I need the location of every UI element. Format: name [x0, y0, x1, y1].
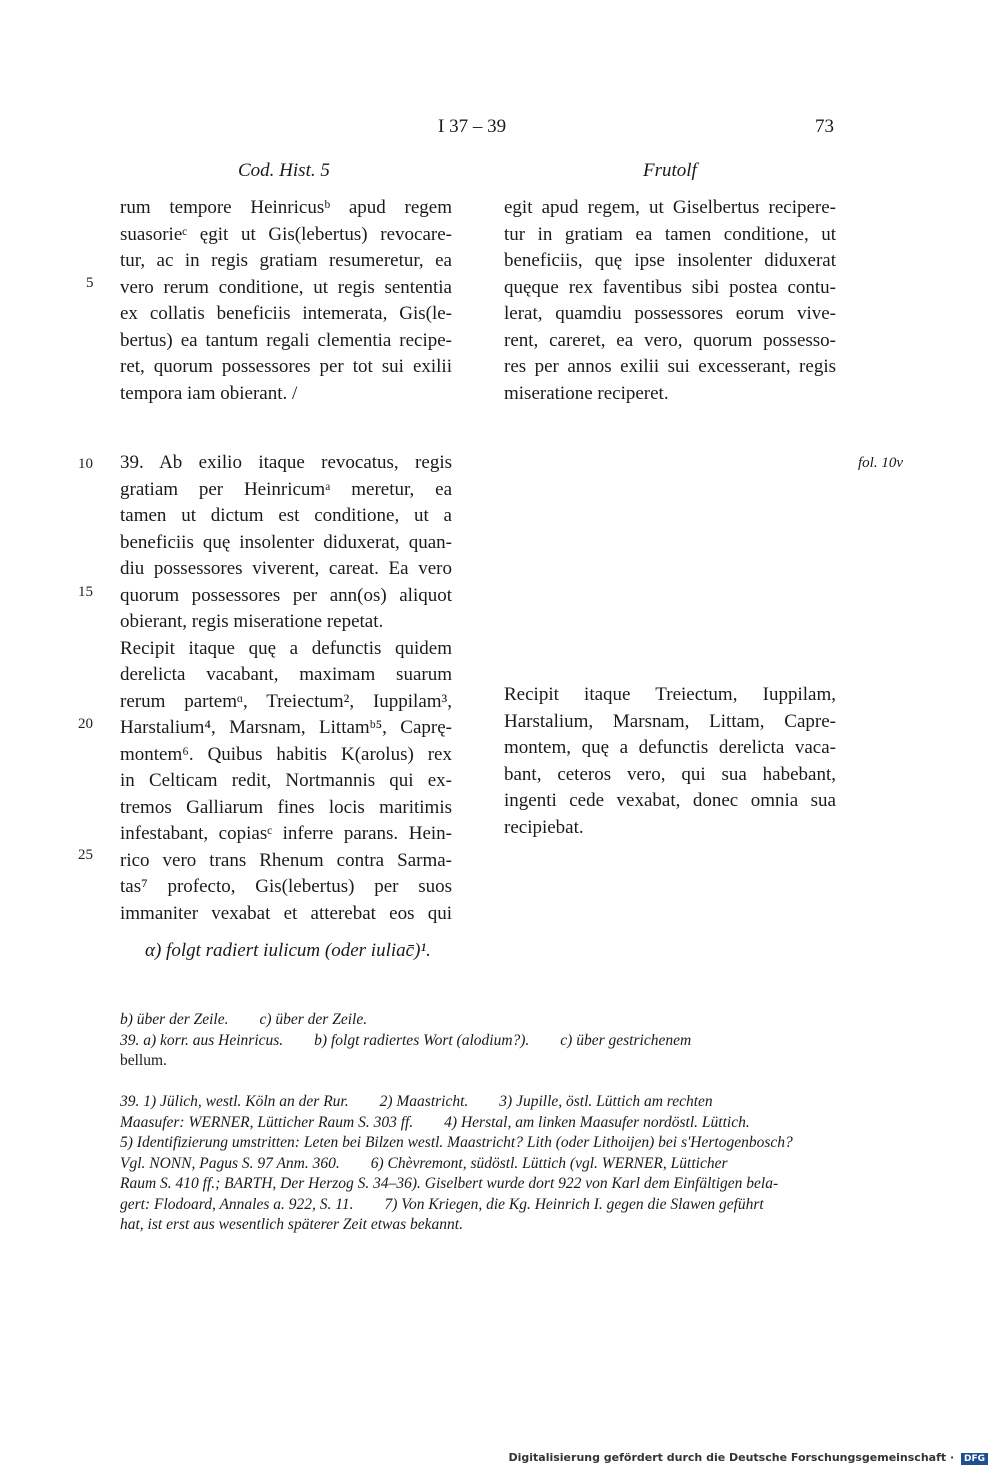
- text-line: gratiam per Heinricumᵃ meretur, ea: [120, 478, 452, 500]
- text-line: montem⁶. Quibus habitis K(arolus) rex: [120, 743, 452, 765]
- footer-text: Digitalisierung gefördert durch die Deutsche Forschungsgemeinschaft ·: [508, 1451, 955, 1464]
- apparatus-line: bellum.: [120, 1052, 167, 1069]
- dfg-logo: DFG: [961, 1453, 988, 1465]
- apparatus-line: b) über der Zeile. c) über der Zeile.: [120, 1011, 368, 1028]
- text-line: ret, quorum possessores per tot sui exilii: [120, 356, 452, 377]
- text-line: rico vero trans Rhenum contra Sarma-: [120, 849, 452, 871]
- text-line: ex collatis beneficiis intemerata, Gis(le-: [120, 303, 452, 324]
- commentary-line: Raum S. 410 ff.; BARTH, Der Herzog S. 34–36). Giselbert wurde dort 922 von Karl dem Einfältigen bela-: [120, 1175, 779, 1192]
- margin-folio-note: fol. 10v: [858, 455, 903, 471]
- text-line: res per annos exilii sui excesserant, regis: [504, 356, 836, 377]
- text-line: tur in gratiam ea tamen conditione, ut: [504, 223, 836, 245]
- text-line: bertus) ea tantum regali clementia recipe-: [120, 329, 452, 351]
- commentary-line: gert: Flodoard, Annales a. 922, S. 11. 7) Von Kriegen, die Kg. Heinrich I. gegen die Slawen geführt: [120, 1195, 764, 1213]
- right-column-chapter-39: [504, 682, 836, 841]
- text-line: rum tempore Heinricusᵇ apud regem: [120, 197, 452, 218]
- text-line: ingenti cede vexabat, donec omnia sua: [504, 790, 836, 811]
- text-line: tempora iam obierant. /: [120, 382, 298, 404]
- text-line: recipiebat.: [504, 816, 584, 838]
- text-line: montem, quę a defunctis derelicta vaca-: [504, 737, 836, 758]
- right-column-heading: Frutolf: [643, 160, 697, 181]
- text-line: rerum partemᵅ, Treiectum², Iuppilam³,: [120, 690, 452, 712]
- commentary-line: 39. 1) Jülich, westl. Köln an der Rur. 2) Maastricht. 3) Jupille, östl. Lüttich am rechten: [120, 1093, 713, 1110]
- text-line: in Celticam redit, Nortmannis qui ex-: [120, 770, 452, 791]
- text-line: diu possessores viverent, careat. Ea vero: [120, 558, 452, 579]
- commentary-footnotes: [120, 1092, 840, 1236]
- text-line: Recipit itaque quę a defunctis quidem: [120, 637, 452, 659]
- page-number: 73: [815, 116, 834, 137]
- section-header: I 37 – 39: [438, 116, 507, 137]
- text-line: quęque rex faventibus sibi postea contu-: [504, 276, 836, 298]
- text-line: lerat, quamdiu possessores eorum vive-: [504, 303, 836, 324]
- text-line: obierant, regis miseratione repetat.: [120, 611, 384, 632]
- right-column-top-text: [504, 195, 836, 407]
- text-line: quorum possessores per ann(os) aliquot: [120, 584, 452, 606]
- commentary-line: Maasufer: WERNER, Lütticher Raum S. 303 ff. 4) Herstal, am linken Maasufer nordöstl. Lüttich.: [120, 1113, 750, 1131]
- text-line: tremos Galliarum fines locis maritimis: [120, 796, 452, 818]
- text-line: Harstalium, Marsnam, Littam, Capre-: [504, 710, 836, 732]
- text-line: tamen ut dictum est conditione, ut a: [120, 505, 452, 526]
- commentary-line: hat, ist erst aus wesentlich späterer Zeit etwas bekannt.: [120, 1216, 463, 1233]
- line-number: 20: [78, 716, 93, 732]
- line-number: 5: [86, 275, 94, 291]
- line-number: 15: [78, 584, 93, 600]
- text-line: immaniter vexabat et atterebat eos qui: [120, 902, 452, 924]
- alpha-variant-note: α) folgt radiert iulicum (oder iuliac̄)¹.: [145, 940, 431, 961]
- text-line: bant, ceteros vero, qui sua habebant,: [504, 763, 836, 785]
- apparatus-line: 39. a) korr. aus Heinricus. b) folgt radiertes Wort (alodium?). c) über gestrichenem: [120, 1031, 692, 1049]
- text-line: 39. Ab exilio itaque revocatus, regis: [120, 452, 452, 473]
- text-line: beneficiis quę insolenter diduxerat, quan-: [120, 531, 452, 553]
- text-line: infestabant, copiasᶜ inferre parans. Hein-: [120, 823, 452, 844]
- left-column-chapter-39: [120, 450, 452, 927]
- line-number: 10: [78, 456, 93, 472]
- text-line: miseratione reciperet.: [504, 382, 669, 404]
- critical-apparatus: [120, 1010, 840, 1072]
- line-number: 25: [78, 847, 93, 863]
- left-column-top-text: [120, 195, 452, 407]
- text-line: tas⁷ profecto, Gis(lebertus) per suos: [120, 876, 452, 897]
- digitization-footer: [508, 1451, 988, 1465]
- text-line: vero rerum conditione, ut regis sententia: [120, 276, 452, 298]
- text-line: Harstalium⁴, Marsnam, Littamᵇ⁵, Caprę-: [120, 717, 452, 738]
- text-line: Recipit itaque Treiectum, Iuppilam,: [504, 684, 836, 705]
- text-line: beneficiis, quę ipse insolenter diduxerat: [504, 250, 836, 271]
- commentary-line: Vgl. NONN, Pagus S. 97 Anm. 360. 6) Chèvremont, südöstl. Lüttich (vgl. WERNER, Lütticher: [120, 1154, 728, 1172]
- text-line: rent, careret, ea vero, quorum possesso-: [504, 329, 836, 351]
- commentary-line: 5) Identifizierung umstritten: Leten bei Bilzen westl. Maastricht? Lith (oder Lithoijen) bei s'Hertogenbosch?: [120, 1134, 793, 1151]
- text-line: egit apud regem, ut Giselbertus recipere-: [504, 197, 836, 218]
- text-line: suasorieᶜ ęgit ut Gis(lebertus) revocare-: [120, 223, 452, 245]
- text-line: tur, ac in regis gratiam resumeretur, ea: [120, 250, 452, 271]
- left-column-heading: Cod. Hist. 5: [238, 160, 330, 181]
- text-line: derelicta vacabant, maximam suarum: [120, 664, 452, 685]
